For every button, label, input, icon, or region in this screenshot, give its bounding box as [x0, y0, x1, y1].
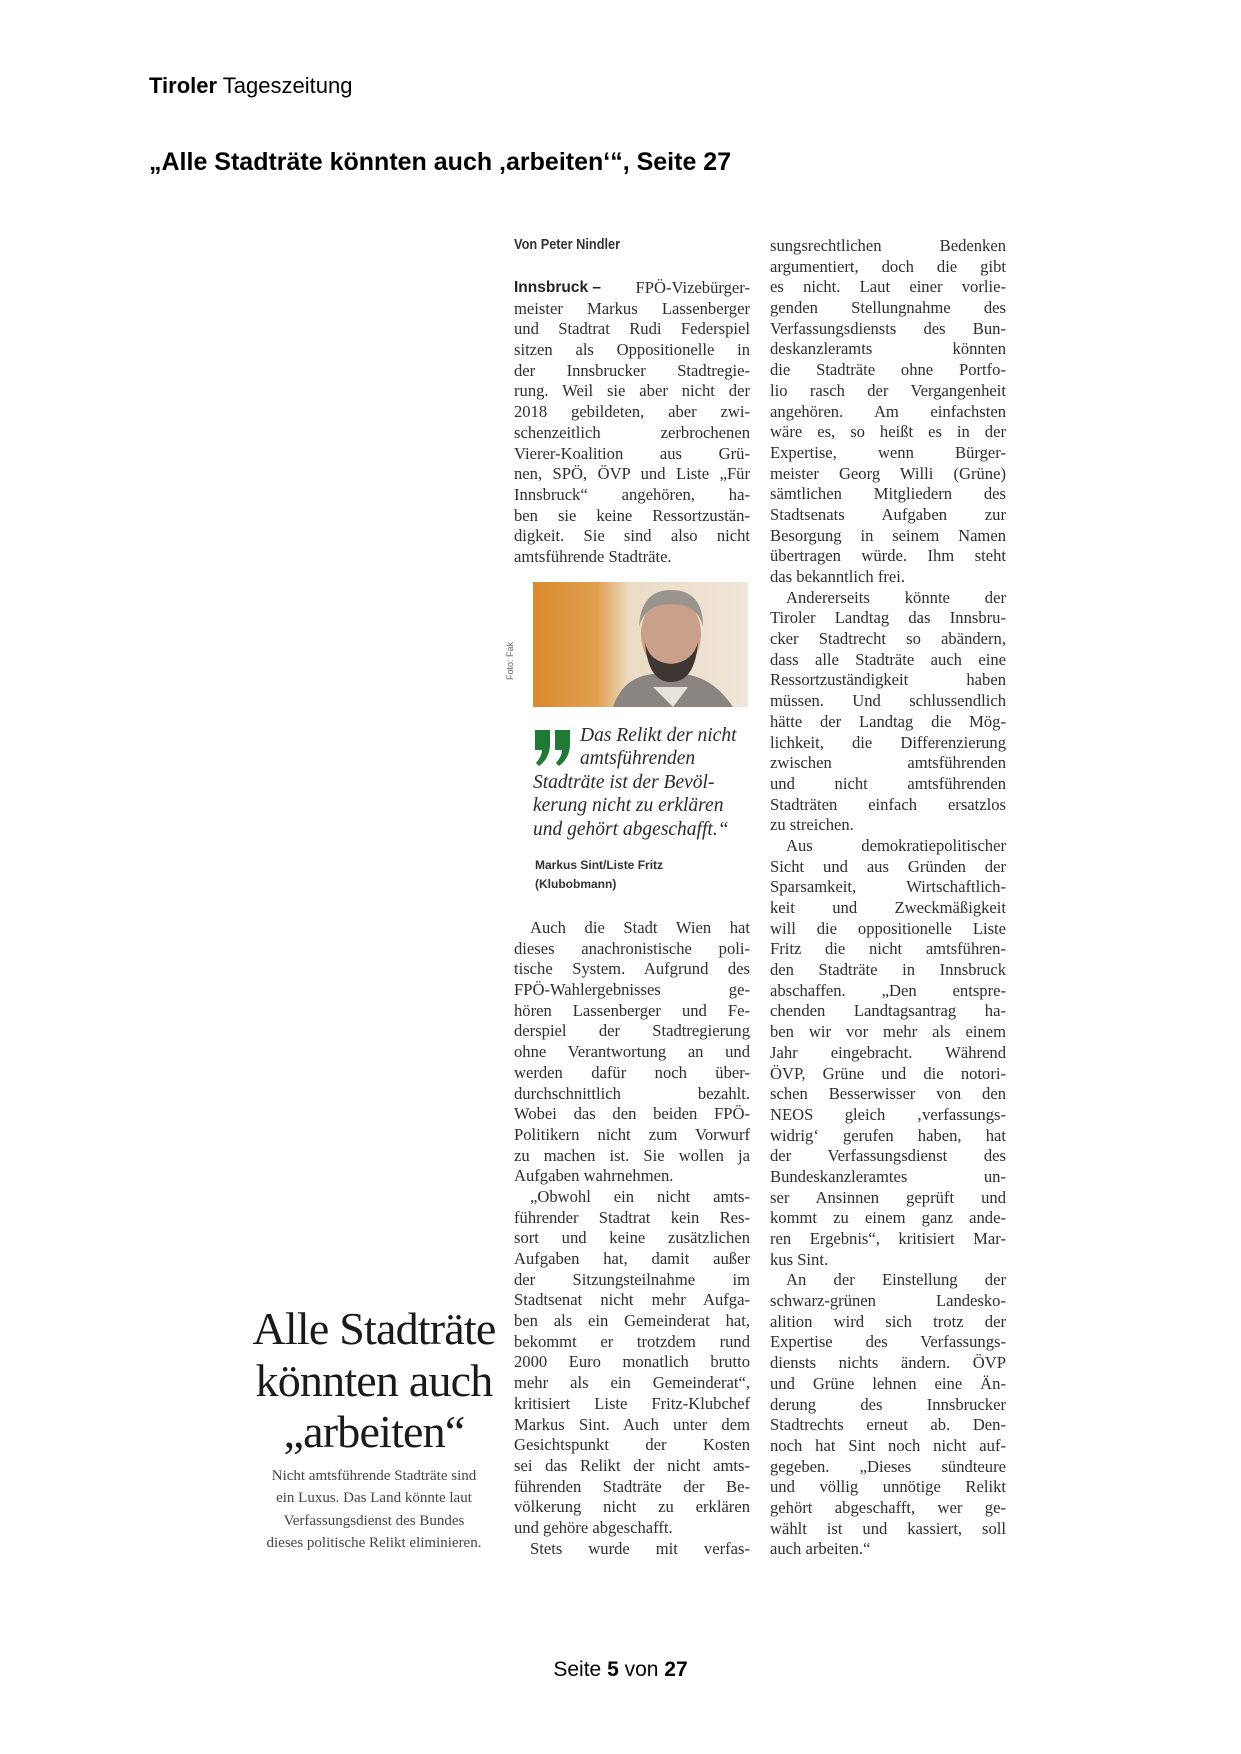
headline-line: Alle Stadträte — [252, 1303, 496, 1354]
article-column-1-bottom — [514, 918, 750, 1559]
pull-quote — [533, 724, 751, 841]
source-rest: Tageszeitung — [222, 73, 353, 98]
article-line: Stadträten einfach ersatzlos — [770, 794, 1006, 814]
article-line: sort und keine zusätzlichen — [514, 1228, 750, 1248]
article-line: schen Besserwisser von den — [770, 1084, 1006, 1104]
article-line: lio rasch der Vergangenheit — [770, 380, 1006, 400]
article-line: sitzen als Oppositionelle in — [514, 340, 750, 360]
article-line: kus Sint. — [770, 1249, 829, 1269]
article-line: Ressortzuständigkeit haben — [770, 670, 1006, 690]
article-line: wählt ist und kassiert, soll — [770, 1518, 1006, 1538]
article-line: ben als ein Gemeinderat hat, — [514, 1311, 750, 1331]
quote-author — [535, 856, 663, 894]
article-line: Gesichtspunkt der Kosten — [514, 1435, 750, 1455]
article-line: sämtlichen Mitgliedern des — [770, 484, 1006, 504]
subhead-line: Nicht amtsführende Stadträte sind — [271, 1468, 477, 1484]
quote-line: amtsführenden — [580, 748, 696, 770]
article-line: den Stadträte in Innsbruck — [770, 960, 1006, 980]
total-pages: 27 — [664, 1658, 688, 1681]
article-line: noch hat Sint noch nicht auf- — [770, 1435, 1006, 1455]
article-line: der Innsbrucker Stadtregie- — [514, 360, 750, 380]
article-line: argumentiert, doch die gibt — [770, 256, 1006, 276]
article-column-1-top — [514, 278, 750, 568]
article-line: völkerung nicht zu erklären — [514, 1497, 750, 1517]
article-line: derung des Innsbrucker — [770, 1394, 1006, 1414]
article-line: tische System. Aufgrund des — [514, 959, 750, 979]
article-line: die Stadträte ohne Portfo- — [770, 360, 1006, 380]
dateline: Innsbruck – — [514, 279, 601, 296]
article-line: und nicht amtsführenden — [770, 773, 1006, 793]
article-line: Innsbruck“ angehören, ha- — [514, 484, 750, 504]
article-line: An der Einstellung der — [786, 1270, 1006, 1290]
article-line: diensts nichts ändern. ÖVP — [770, 1353, 1006, 1373]
article-line: Expertise des Verfassungs- — [770, 1332, 1006, 1352]
article-line: und völlig unnötige Relikt — [770, 1477, 1006, 1497]
article-line: gegeben. „Dieses sündteure — [770, 1456, 1006, 1476]
quote-line: und gehört abgeschafft.“ — [533, 818, 729, 840]
article-line: Verfassungsdiensts des Bun- — [770, 318, 1006, 338]
article-line: dass alle Stadträte auch eine — [770, 649, 1006, 669]
article-line: NEOS gleich ‚verfassungs- — [770, 1104, 1006, 1124]
article-line: übertragen würde. Ihm steht — [770, 546, 1006, 566]
article-line: und Grüne lehnen eine Än- — [770, 1373, 1006, 1393]
article-headline — [236, 1303, 512, 1458]
document-title: „Alle Stadträte könnten auch ‚arbeiten‘“, Seite 27 — [149, 148, 732, 176]
article-line: widrig‘ gerufen haben, hat — [770, 1125, 1006, 1145]
article-line: auch arbeiten.“ — [770, 1539, 871, 1559]
headline-line: könnten auch — [255, 1354, 493, 1406]
article-line: 2000 Euro monatlich brutto — [514, 1352, 750, 1372]
article-line: werden dafür noch über- — [514, 1062, 750, 1082]
article-line: abschaffen. „Den entspre- — [770, 980, 1006, 1000]
quote-line: Das Relikt der nicht — [580, 725, 737, 746]
portrait-photo — [533, 582, 748, 707]
article-line: Vierer-Koalition aus Grü- — [514, 443, 750, 463]
article-line: dieses anachronistische poli- — [514, 938, 750, 958]
article-line: chenden Landtagsantrag ha- — [770, 1001, 1006, 1021]
article-line: rung. Weil sie aber nicht der — [514, 381, 750, 401]
article-line: das bekanntlich frei. — [770, 567, 906, 586]
footer-prefix: Seite — [553, 1658, 602, 1681]
article-line: Auch die Stadt Wien hat — [530, 918, 750, 937]
article-line: keit und Zweckmäßigkeit — [770, 898, 1006, 917]
article-line: sei das Relikt der nicht amts- — [514, 1455, 750, 1475]
article-line: der Verfassungsdienst des — [770, 1146, 1006, 1166]
article-line: Stadtsenat nicht mehr Aufga- — [514, 1290, 750, 1310]
article-line: zu streichen. — [770, 815, 854, 835]
headline-line: „arbeiten“ — [283, 1406, 465, 1457]
article-subheadline — [240, 1465, 508, 1555]
article-column-2 — [770, 236, 1006, 1560]
article-line: Aufgaben hat, damit außer — [514, 1249, 750, 1268]
article-line: Wobei das den beiden FPÖ- — [514, 1104, 750, 1124]
quote-line: kerung nicht zu erklären — [533, 795, 724, 817]
article-line: zu machen ist. Sie wollen ja — [514, 1145, 750, 1165]
article-line: hätte der Landtag die Mög- — [770, 711, 1006, 731]
article-line: Aufgaben wahrnehmen. — [514, 1166, 674, 1186]
article-line: bekommt er trotzdem rund — [514, 1331, 750, 1351]
article-line: FPÖ-Wahlergebnisses ge- — [514, 980, 750, 1000]
footer-mid: von — [624, 1658, 659, 1681]
article-line: schwarz-grünen Landesko- — [770, 1291, 1006, 1311]
article-line: lichkeit, die Differenzierung — [770, 732, 1006, 752]
article-line: ohne Verantwortung an und — [514, 1042, 750, 1062]
article-line: führenden Stadträte der Be- — [514, 1476, 750, 1496]
article-line: Sicht und aus Gründen der — [770, 856, 1006, 876]
article-line-text: FPÖ-Vizebürger- — [635, 278, 750, 297]
article-line: 2018 gebildeten, aber zwi- — [514, 402, 750, 422]
article-line: ÖVP, Grüne und die notori- — [770, 1063, 1006, 1083]
article-line: Politikern nicht zum Vorwurf — [514, 1124, 750, 1144]
article-line: schenzeitlich zerbrochenen — [514, 422, 750, 442]
article-line: kritisiert Liste Fritz-Klubchef — [514, 1393, 750, 1413]
article-line: Besorgung in seinem Namen — [770, 525, 1006, 545]
article-line: zwischen amtsführenden — [770, 753, 1006, 773]
article-line: Expertise, wenn Bürger- — [770, 442, 1006, 462]
article-line: derspiel der Stadtregierung — [514, 1021, 750, 1041]
subhead-line: ein Luxus. Das Land könnte laut — [276, 1490, 472, 1507]
article-line: nen, SPÖ, ÖVP und Liste „Für — [514, 464, 750, 484]
article-line: will die oppositionelle Liste — [770, 918, 1006, 938]
article-line — [514, 278, 750, 299]
article-line: Sparsamkeit, Wirtschaftlich- — [770, 877, 1006, 897]
article-line: Jahr eingebracht. Während — [770, 1042, 1006, 1062]
article-line: müssen. Und schlussendlich — [770, 691, 1006, 711]
quote-line: Stadträte ist der Bevöl- — [533, 771, 715, 793]
quote-author-name: Markus Sint/Liste Fritz — [535, 858, 664, 872]
subhead-line: dieses politische Relikt eliminieren. — [266, 1535, 482, 1552]
byline: Von Peter Nindler — [514, 237, 621, 253]
article-line: genden Stellungnahme des — [770, 298, 1006, 318]
article-line: Aus demokratiepolitischer — [786, 835, 1006, 855]
article-line: mehr als ein Gemeinderat“, — [514, 1373, 750, 1393]
photo-credit: Foto: Fak — [505, 641, 515, 680]
article-line: Stadtrechts erneut ab. Den- — [770, 1415, 1006, 1435]
article-line: kommt zu einem ganz ande- — [770, 1208, 1006, 1228]
article-line: Bundeskanzleramtes un- — [770, 1166, 1006, 1186]
article-line: Markus Sint. Auch unter dem — [514, 1414, 750, 1434]
article-line: wäre es, so heißt es in der — [770, 422, 1006, 442]
article-line: ren Ergebnis“, kritisiert Mar- — [770, 1229, 1006, 1248]
newspaper-source — [149, 73, 352, 99]
article-line: meister Georg Willi (Grüne) — [770, 463, 1006, 483]
article-line: und gehöre abgeschafft. — [514, 1517, 673, 1537]
article-line: meister Markus Lassenberger — [514, 298, 750, 318]
article-line: es nicht. Laut einer vorlie- — [770, 277, 1006, 297]
article-line: digkeit. Sie sind also nicht — [514, 526, 750, 546]
article-line: durchschnittlich bezahlt. — [514, 1083, 750, 1103]
article-line: Fritz die nicht amtsführen- — [770, 939, 1006, 959]
article-line: deskanzleramts könnten — [770, 339, 1006, 359]
article-line: der Sitzungsteilnahme im — [514, 1269, 750, 1289]
article-line: Andererseits könnte der — [786, 587, 1006, 607]
article-line: cker Stadtrecht so abändern, — [770, 629, 1006, 649]
article-line: Tiroler Landtag das Innsbru- — [770, 608, 1006, 628]
article-line: ser Ansinnen geprüft und — [770, 1187, 1006, 1207]
article-line: Stadtsenats Aufgaben zur — [770, 504, 1006, 524]
page-footer — [0, 1658, 1241, 1682]
article-line: hören Lassenberger und Fe- — [514, 1000, 750, 1020]
article-line: amtsführende Stadträte. — [514, 546, 672, 566]
article-line: „Obwohl ein nicht amts- — [530, 1186, 750, 1206]
article-line: ben wir vor mehr als einem — [770, 1022, 1006, 1042]
current-page: 5 — [607, 1658, 619, 1681]
article-line: angehören. Am einfachsten — [770, 401, 1006, 421]
article-line: sungsrechtlichen Bedenken — [770, 236, 1006, 255]
article-line: Stets wurde mit verfas- — [530, 1538, 750, 1558]
quote-author-role: (Klubobmann) — [535, 877, 617, 891]
article-line: gehört abgeschafft, wer ge- — [770, 1497, 1006, 1517]
article-line: ben sie keine Ressortzustän- — [514, 505, 750, 525]
article-line: und Stadtrat Rudi Federspiel — [514, 319, 750, 339]
source-bold: Tiroler — [149, 73, 218, 98]
article-line: alition wird sich trotz der — [770, 1311, 1006, 1331]
article-line: führender Stadtrat kein Res- — [514, 1207, 750, 1227]
subhead-line: Verfassungsdienst des Bundes — [283, 1512, 465, 1529]
